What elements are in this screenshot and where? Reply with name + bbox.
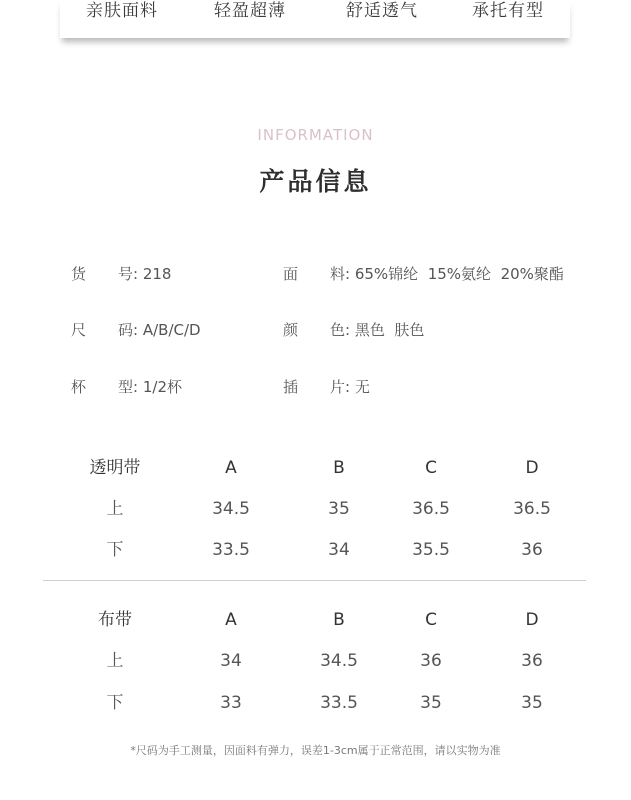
spec-value: 65%锦纶 15%氨纶 20%聚酯 <box>354 265 564 283</box>
section-heading-cn: 产品信息 <box>259 167 372 196</box>
table-divider <box>43 580 586 581</box>
table-title: 布带 <box>98 610 132 630</box>
spec-label-a: 尺 <box>71 321 87 339</box>
column-header-c: C <box>425 610 437 630</box>
column-header-d: D <box>525 610 539 630</box>
spec-label-a: 插 <box>283 378 299 396</box>
feature-breathable: 舒适透气 <box>346 1 418 21</box>
feature-skin-friendly: 亲肤面料 <box>86 1 158 21</box>
table-cell: 36 <box>521 540 543 560</box>
row-label-lower: 下 <box>106 693 124 713</box>
spec-value: 1/2杯 <box>142 378 182 396</box>
row-label-upper: 上 <box>106 499 124 519</box>
spec-value: 无 <box>354 378 370 396</box>
table-cell: 35 <box>420 693 442 713</box>
table-cell: 34.5 <box>320 651 358 671</box>
column-header-c: C <box>425 458 437 478</box>
spec-fabric <box>283 264 564 284</box>
table-cell: 34 <box>328 540 350 560</box>
spec-insert <box>283 377 370 397</box>
spec-label-b: 料: <box>330 265 351 283</box>
column-header-a: A <box>225 610 237 630</box>
spec-label-a: 颜 <box>283 321 299 339</box>
spec-value: 黑色 肤色 <box>354 321 425 339</box>
table-cell: 36.5 <box>412 499 450 519</box>
spec-color <box>283 320 424 340</box>
row-label-lower: 下 <box>106 540 124 560</box>
section-heading-en: INFORMATION <box>257 126 374 144</box>
table-cell: 34 <box>220 651 242 671</box>
table-cell: 36 <box>521 651 543 671</box>
column-header-b: B <box>333 458 345 478</box>
table-cell: 33.5 <box>212 540 250 560</box>
column-header-d: D <box>525 458 539 478</box>
spec-value: 218 <box>142 265 172 283</box>
spec-size <box>71 320 201 340</box>
table-cell: 35.5 <box>412 540 450 560</box>
table-cell: 34.5 <box>212 499 250 519</box>
table-cell: 33.5 <box>320 693 358 713</box>
table-cell: 33 <box>220 693 242 713</box>
table-title: 透明带 <box>89 458 141 478</box>
spec-label-b: 色: <box>330 321 351 339</box>
spec-label-b: 号: <box>118 265 139 283</box>
table-cell: 35 <box>328 499 350 519</box>
spec-cup <box>71 377 182 397</box>
spec-label-b: 型: <box>118 378 139 396</box>
feature-supportive: 承托有型 <box>472 1 544 21</box>
spec-label-a: 面 <box>283 265 299 283</box>
table-cell: 36.5 <box>513 499 551 519</box>
spec-label-a: 货 <box>71 265 87 283</box>
table-cell: 36 <box>420 651 442 671</box>
spec-label-a: 杯 <box>71 378 87 396</box>
column-header-a: A <box>225 458 237 478</box>
column-header-b: B <box>333 610 345 630</box>
spec-label-b: 码: <box>118 321 139 339</box>
table-cell: 35 <box>521 693 543 713</box>
row-label-upper: 上 <box>106 651 124 671</box>
spec-label-b: 片: <box>330 378 351 396</box>
feature-light-thin: 轻盈超薄 <box>214 1 286 21</box>
measurement-note: *尺码为手工测量，因面料有弹力，误差1-3cm属于正常范围，请以实物为准 <box>130 744 501 757</box>
spec-value: A/B/C/D <box>142 321 201 339</box>
spec-item-no <box>71 264 171 284</box>
